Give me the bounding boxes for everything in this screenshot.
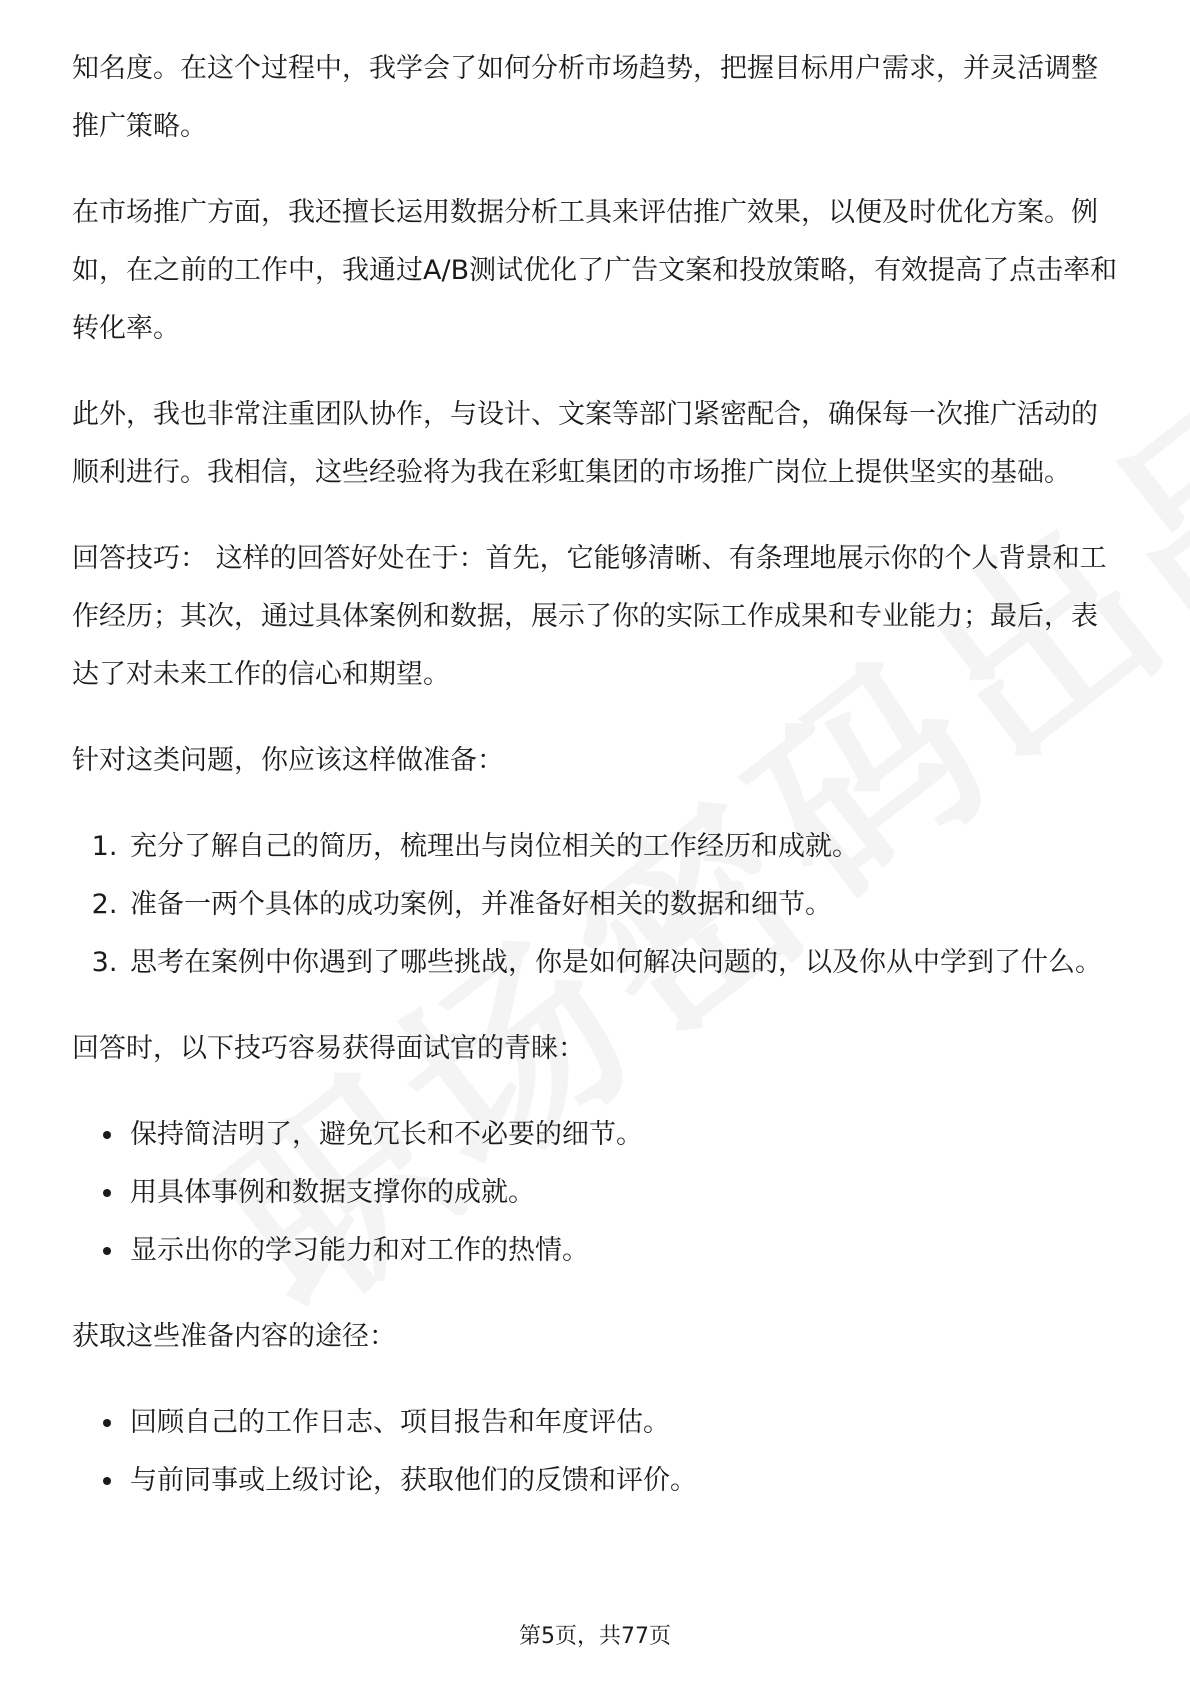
tips-list	[72, 1106, 1118, 1280]
list-item: 1. 充分了解自己的简历，梳理出与岗位相关的工作经历和成就。	[126, 818, 1118, 876]
paragraph: 此外，我也非常注重团队协作，与设计、文案等部门紧密配合，确保每一次推广活动的顺利进行。我相信，这些经验将为我在彩虹集团的市场推广岗位上提供坚实的基础。	[72, 399, 1098, 488]
paragraph: 知名度。在这个过程中，我学会了如何分析市场趋势，把握目标用户需求，并灵活调整推广策略。	[72, 53, 1098, 142]
prep-heading: 针对这类问题，你应该这样做准备：	[72, 745, 504, 776]
page-number: 第5页，共77页	[519, 1624, 671, 1649]
list-item: 2. 准备一两个具体的成功案例，并准备好相关的数据和细节。	[126, 876, 1118, 934]
paragraph: 在市场推广方面，我还擅长运用数据分析工具来评估推广效果，以便及时优化方案。例如，在之前的工作中，我通过A/B测试优化了广告文案和投放策略，有效提高了点击率和转化率。	[72, 197, 1118, 344]
list-item: 3. 思考在案例中你遇到了哪些挑战，你是如何解决问题的，以及你从中学到了什么。	[126, 934, 1118, 992]
prep-list	[72, 818, 1118, 992]
list-item: • 与前同事或上级讨论，获取他们的反馈和评价。	[126, 1452, 1118, 1510]
list-item: • 保持简洁明了，避免冗长和不必要的细节。	[126, 1106, 1118, 1164]
sources-list	[72, 1394, 1118, 1510]
document-body	[72, 40, 1118, 1538]
list-item: • 显示出你的学习能力和对工作的热情。	[126, 1222, 1118, 1280]
tips-heading: 回答时，以下技巧容易获得面试官的青睐：	[72, 1033, 585, 1064]
sources-heading: 获取这些准备内容的途径：	[72, 1321, 396, 1352]
list-item: • 回顾自己的工作日志、项目报告和年度评估。	[126, 1394, 1118, 1452]
list-item: • 用具体事例和数据支撑你的成就。	[126, 1164, 1118, 1222]
answer-tips-paragraph: 回答技巧： 这样的回答好处在于：首先，它能够清晰、有条理地展示你的个人背景和工作经历；其次，通过具体案例和数据，展示了你的实际工作成果和专业能力；最后，表达了对未来工作的信心和期望。	[72, 543, 1107, 690]
